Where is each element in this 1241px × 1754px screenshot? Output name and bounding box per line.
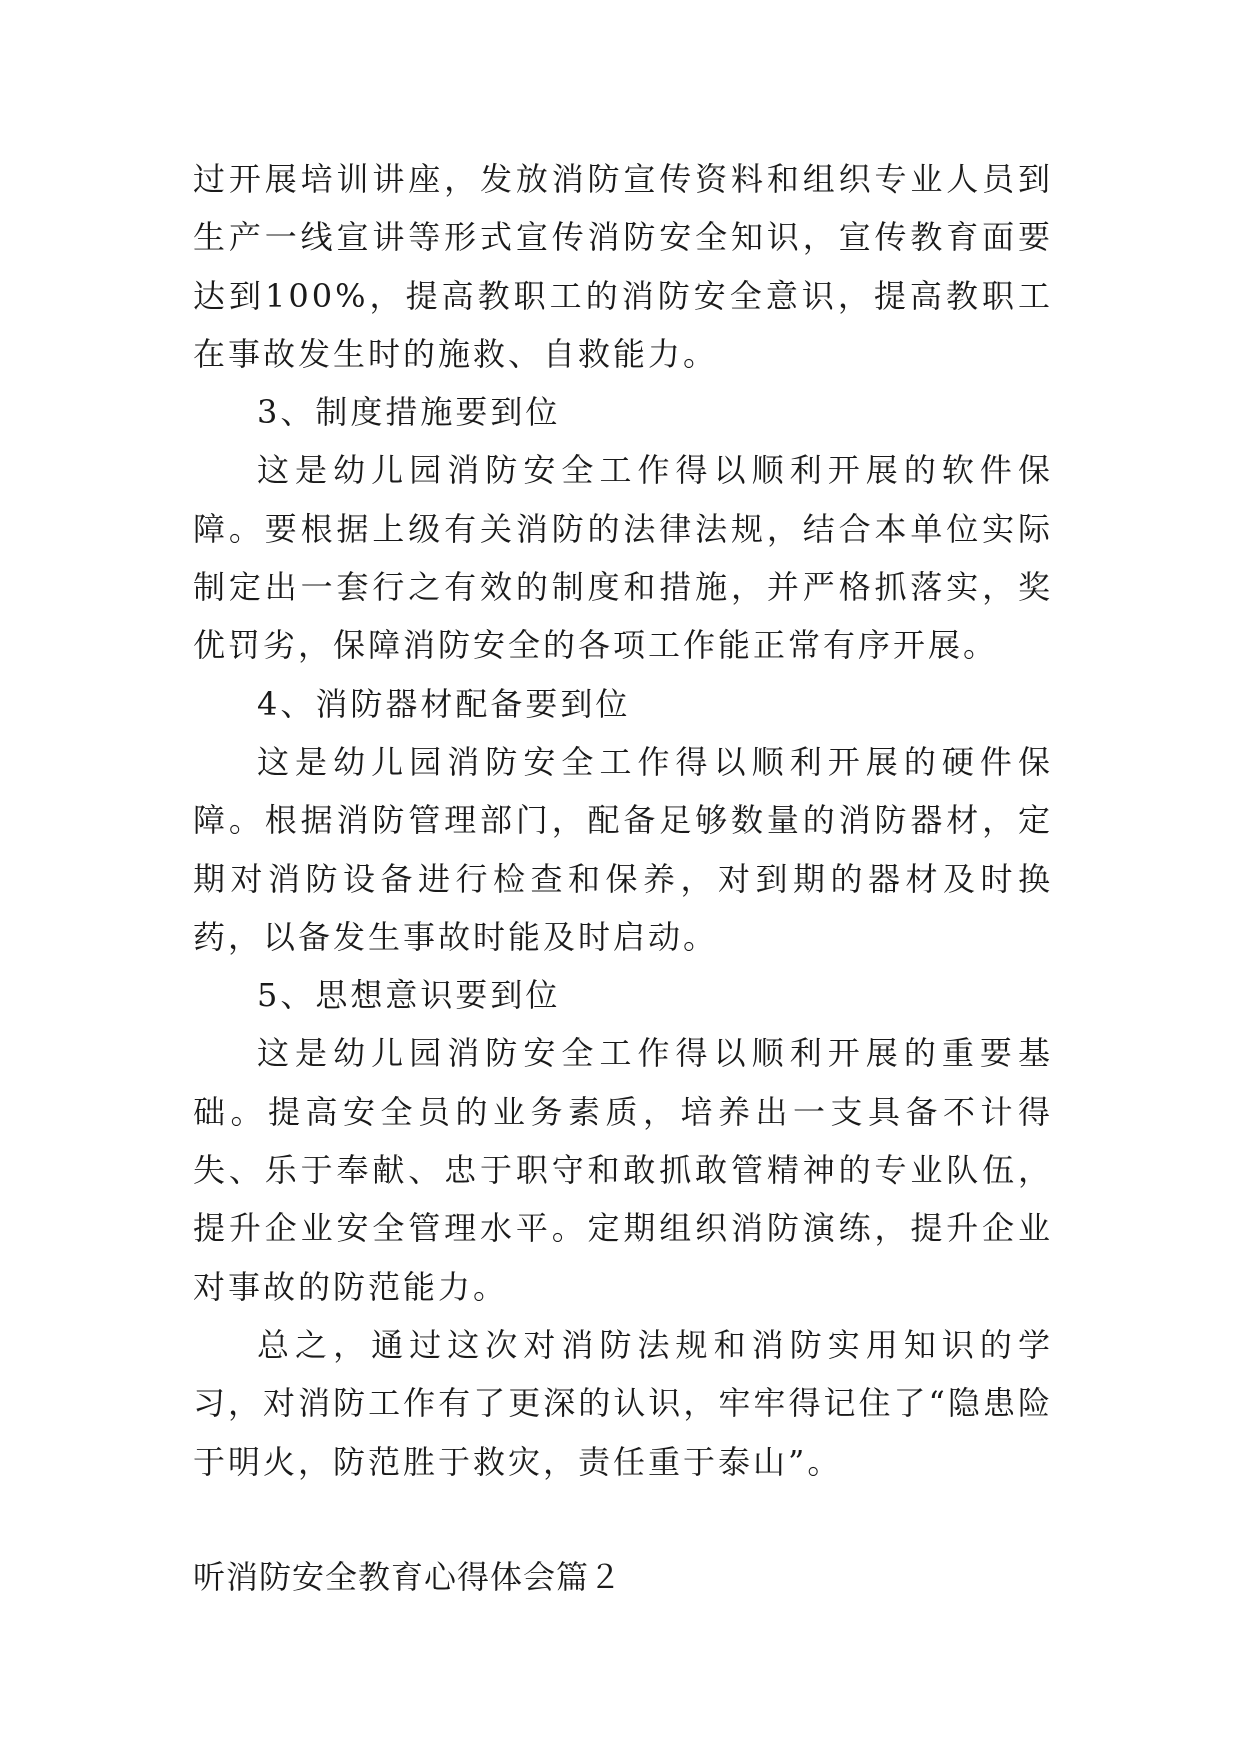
paragraph-software-guarantee: 这是幼儿园消防安全工作得以顺利开展的软件保障。要根据上级有关消防的法律法规，结合本单位实际制定出一套行之有效的制度和措施，并严格抓落实，奖优罚劣，保障消防安全的各项工作能正常有序开展。 [193,451,1053,665]
heading-5: 5、思想意识要到位 [257,976,561,1015]
document-body [193,150,1053,1491]
paragraph-continuation: 过开展培训讲座，发放消防宣传资料和组织专业人员到生产一线宣讲等形式宣传消防安全知识，宣传教育面要达到100%，提高教职工的消防安全意识，提高教职工在事故发生时的施救、自救能力。 [193,160,1053,373]
paragraph-hardware-guarantee: 这是幼儿园消防安全工作得以顺利开展的硬件保障。根据消防管理部门，配备足够数量的消防器材，定期对消防设备进行检查和保养，对到期的器材及时换药，以备发生事故时能及时启动。 [193,742,1053,956]
heading-3: 3、制度措施要到位 [257,393,561,432]
paragraph-conclusion: 总之，通过这次对消防法规和消防实用知识的学习，对消防工作有了更深的认识，牢牢得记住了“隐患险于明火，防范胜于救灾，责任重于泰山”。 [193,1325,1053,1481]
section-title: 听消防安全教育心得体会篇２ [193,1558,623,1596]
heading-4: 4、消防器材配备要到位 [257,684,631,723]
paragraph-foundation: 这是幼儿园消防安全工作得以顺利开展的重要基础。提高安全员的业务素质，培养出一支具备不计得失、乐于奉献、忠于职守和敢抓敢管精神的专业队伍，提升企业安全管理水平。定期组织消防演练，提升企业对事故的防范能力。 [193,1034,1053,1306]
